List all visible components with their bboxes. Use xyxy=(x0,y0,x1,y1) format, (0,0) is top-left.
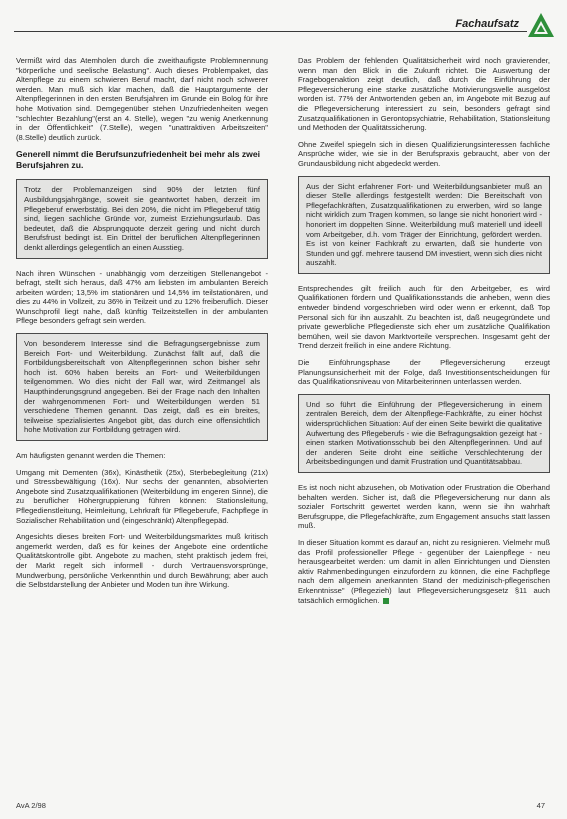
paragraph: Ohne Zweifel spiegeln sich in diesen Qualifizierungsinteressen fachliche Ansprüche wider, wie sie in der Berufspraxis gebraucht, aber von der Grundausbildung nicht abgedeckt werden. xyxy=(298,139,550,168)
triangle-logo-icon xyxy=(527,12,555,38)
paragraph: Vermißt wird das Atemholen durch die zweithaufigste Problemnennung "körperliche und seelische Belastung". Auch dieses Problempaket, das Altenpflege zu einem schwieren Beruf macht, darf nicht noch schwerer werden. Man muß sich klar machen, daß die Hauptargumente der Altenpflegerinnen in den ersten Berufsjahren im Grunde ein Bolog für ihre hohe Motivation sind. Demgegenüber stehen Unzufriedenheiten wegen "schlechter Bezahlung"(erst an 4. Stelle), wegen "zu wenig Anerkennung in der Öffentlichkeit" (7.Stelle), wegen "unattraktiven Arbeitszeiten" (8.Stelle) deutlich zurück. xyxy=(16,56,268,142)
paragraph: Das Problem der fehlenden Qualitätsicherheit wird noch gravierender, wenn man den Blick in die Zukunft richtet. Die Auswertung der Fragebogenaktion zeigt deutlich, daß durch die Einführung der Pflegeversicherung eine starke zusätzliche Motivierungswelle ausgelöst worden ist. 77% der Antwortenden geben an, im Angebote mit Bezug auf die Pflegeversicherung interessiert zu sein, besonders gefragt sind Zusatzqualifikationen in Gerontopsychiatrie, Rehabilitation, Stationsleitung und Methoden der Qualitätssicherung. xyxy=(298,56,550,133)
box-text: Aus der Sicht erfahrener Fort- und Weiterbildungsanbieter muß an dieser Stelle allerdings festgestellt werden: Die Bereitschaft von Pflegefachkräften, Zusatzqualifikationen zu erwerben, wird so lange nicht wirklich zum Tragen kommen, so lange sie nicht honoriert wird - honoriert im doppelten Sinne. Weiterbildung muß materiell und ideell vom Arbeitgeber, d.h. vom Träger der Einrichtung, gefördert werden. Es ist von keiner Fachkraft zu erwarten, daß sie hunderte von Stunden und ggf. mehrere tausend DM investiert, wenn sich dies nicht auszahlt. xyxy=(306,181,542,268)
header-rule xyxy=(14,31,527,32)
page-header xyxy=(0,8,567,48)
paragraph xyxy=(298,538,550,605)
box-text: Von besonderem Interesse sind die Befragungsergebnisse zum Bereich Fort- und Weiterbildung. Zunächst fällt auf, daß die Fortbildungsbereitschaft von Altenpflegerinnen schon bisher sehr hoch ist. 60% haben bereits an Fort- und Weiterbildungen teilgenommen. Wo dies nicht der Fall war, wird Zeitmangel als Haupthinderungsgrund angegeben. Bei der Frage nach den Inhalten der wahrgenommenen Fort- und Weiterbildungen werden 51 verschiedene Themen genannt. Das zeigt, daß es ein breites, teilweise spezialisiertes Angebot gibt, das durch eine offensichtlich hohe Motivation zur Fortbildung getragen wird. xyxy=(24,339,260,435)
left-column xyxy=(16,56,268,597)
footer-issue: AvA 2/98 xyxy=(16,801,46,810)
paragraph: Am häufigsten genannt werden die Themen: xyxy=(16,451,166,460)
paragraph: Umgang mit Dementen (36x), Kinästhetik (25x), Sterbebegleitung (21x) und Stressbewältigung (16x). Nur sechs der genannten, absolvierten Angebote sind Zusatzqualifikationen (Weiterbildung im engeren Sinne), die zu beruflicher Höhergruppierung führen können: Stationsleitung, Pflegedienstleitung, Heimleitung, Lehrkraft für Pflegeberufe, Fachpflege in Sozialischer Rehabilitation und (eingeschränkt) Altenpflegepäd. xyxy=(16,467,268,525)
highlight-box xyxy=(16,179,268,258)
box-text: Und so führt die Einführung der Pflegeversicherung in einem zentralen Bereich, dem der Altenpflege-Fachkräfte, zu einer höchst widersprüchlichen Situation: Auf der einen Seite bewirkt die qualitative Aufwertung des Pflegeberufs - wie die Befragungsaktion gezeigt hat - einen starken Motivationsschub bei den Altenpflegerinnen. Und auf der anderen Seite droht eine seitliche Verschlechterung der Arbeitsbedingungen und damit Frustration und Quantitätsabbau. xyxy=(306,399,542,467)
box-text: Trotz der Problemanzeigen sind 90% der letzten fünf Ausbildungsjahrgänge, soweit sie geantwortet haben, derzeit im Pflegeberuf erwerbstätig. Bei den 20%, die nicht im Pflegeberuf tätig sind, liegen sachliche Gründe vor, zumeist Erziehungsurlaub. Das bedeutet, daß die Absprungquote derzeit gering und nicht durch Berufsfrust bedingt ist. Ein Drittel der beruflichen Altenpflegerinnen denkt allerdings gelegentlich an einen Ausstieg. xyxy=(24,185,260,252)
paragraph: Angesichts dieses breiten Fort- und Weiterbildungsmarktes muß kritisch angemerkt werden, daß es für keines der Angebote eine ordentliche Qualitätskontrolle gibt. Angebote zu machen, steht praktisch jedem frei, der Markt regelt sich informell - durch Vertrauensvorsprünge, Mundwerbung, persönliche Verkennthin und durch Bewährung; aber auch die Selbstdarstellung der Anbieter und Moden tun ihre Wirkung. xyxy=(16,532,268,590)
highlight-box xyxy=(298,394,550,473)
end-mark-icon xyxy=(383,598,389,604)
right-column xyxy=(298,56,550,612)
highlight-box xyxy=(16,333,268,441)
highlight-box xyxy=(298,176,550,274)
paragraph: Es ist noch nicht abzusehen, ob Motivation oder Frustration die Oberhand behalten werden. Sicher ist, daß die Pflegeversicherung nur dann als sozialer Fortschritt gewertet werden kann, wenn sie ihn wahrhaft Berufsgruppe, die Pflegefachkräfte, zum Engagement ansuchs statt lassen muß. xyxy=(298,482,550,531)
section-label: Fachaufsatz xyxy=(451,18,523,30)
subheading: Generell nimmt die Berufsunzufriedenheit bei mehr als zwei Berufsjahren zu. xyxy=(16,149,261,170)
paragraph: Die Einführungsphase der Pflegeversicherung erzeugt Planungsunsicherheit mit der Folge, daß Investitionsentscheidungen für das Qualifikationsniveau von Mitarbeiterinnen unterlassen werden. xyxy=(298,358,550,387)
page-number: 47 xyxy=(536,801,545,810)
paragraph-text: In dieser Situation kommt es darauf an, nicht zu resignieren. Vielmehr muß das Profil professioneller Pflege - gegenüber der Laienpflege - neu herausgearbeitet werden: um damit in allen Einrichtungen und Diensten aktiv Rahmenbedingungen einzufordern zu können, die eine Fachpflege nach dem allgemein anerkannten Stand der medizinisch-pflegerischen Erkenntnisse" (Pflegezieh) laut Pflegeversicherungsgesetz §11 auch tatsächlich ermöglichen. xyxy=(298,537,550,605)
paragraph: Nach ihren Wünschen - unabhängig vom derzeitigen Stellenangebot - befragt, stellt sich heraus, daß 47% am liebsten im ambulanten Bereich arbeiten würden; 13,5% im stationären und 14,5% im teilstationären, und dies zu 44% in Vollzeit, zu 36% in Teilzeit und zu 12% freiberuflich. Dieser Wunschprofil liegt nahe, daß künftig Teilzeitstellen in der ambulanten Pflege besonders gefragt sein werden. xyxy=(16,268,268,326)
paragraph: Entsprechendes gilt freilich auch für den Arbeitgeber, es wird Qualifikationen fördern und Qualifikationsstands die anheben, wenn dies entweder bindend vorgeschrieben wird oder wenn er erkennt, daß Top Personal sich für ihn auszahlt. Zu beachten ist, daß neugegründete und private gewerbliche Pflegedienste sich eher um zusätzliche Qualifikation bemühen, weil sie davon Marktvorteile versprechen. Insgesamt geht der Trend derzeit freilich in eine andere Richtung. xyxy=(298,283,550,351)
